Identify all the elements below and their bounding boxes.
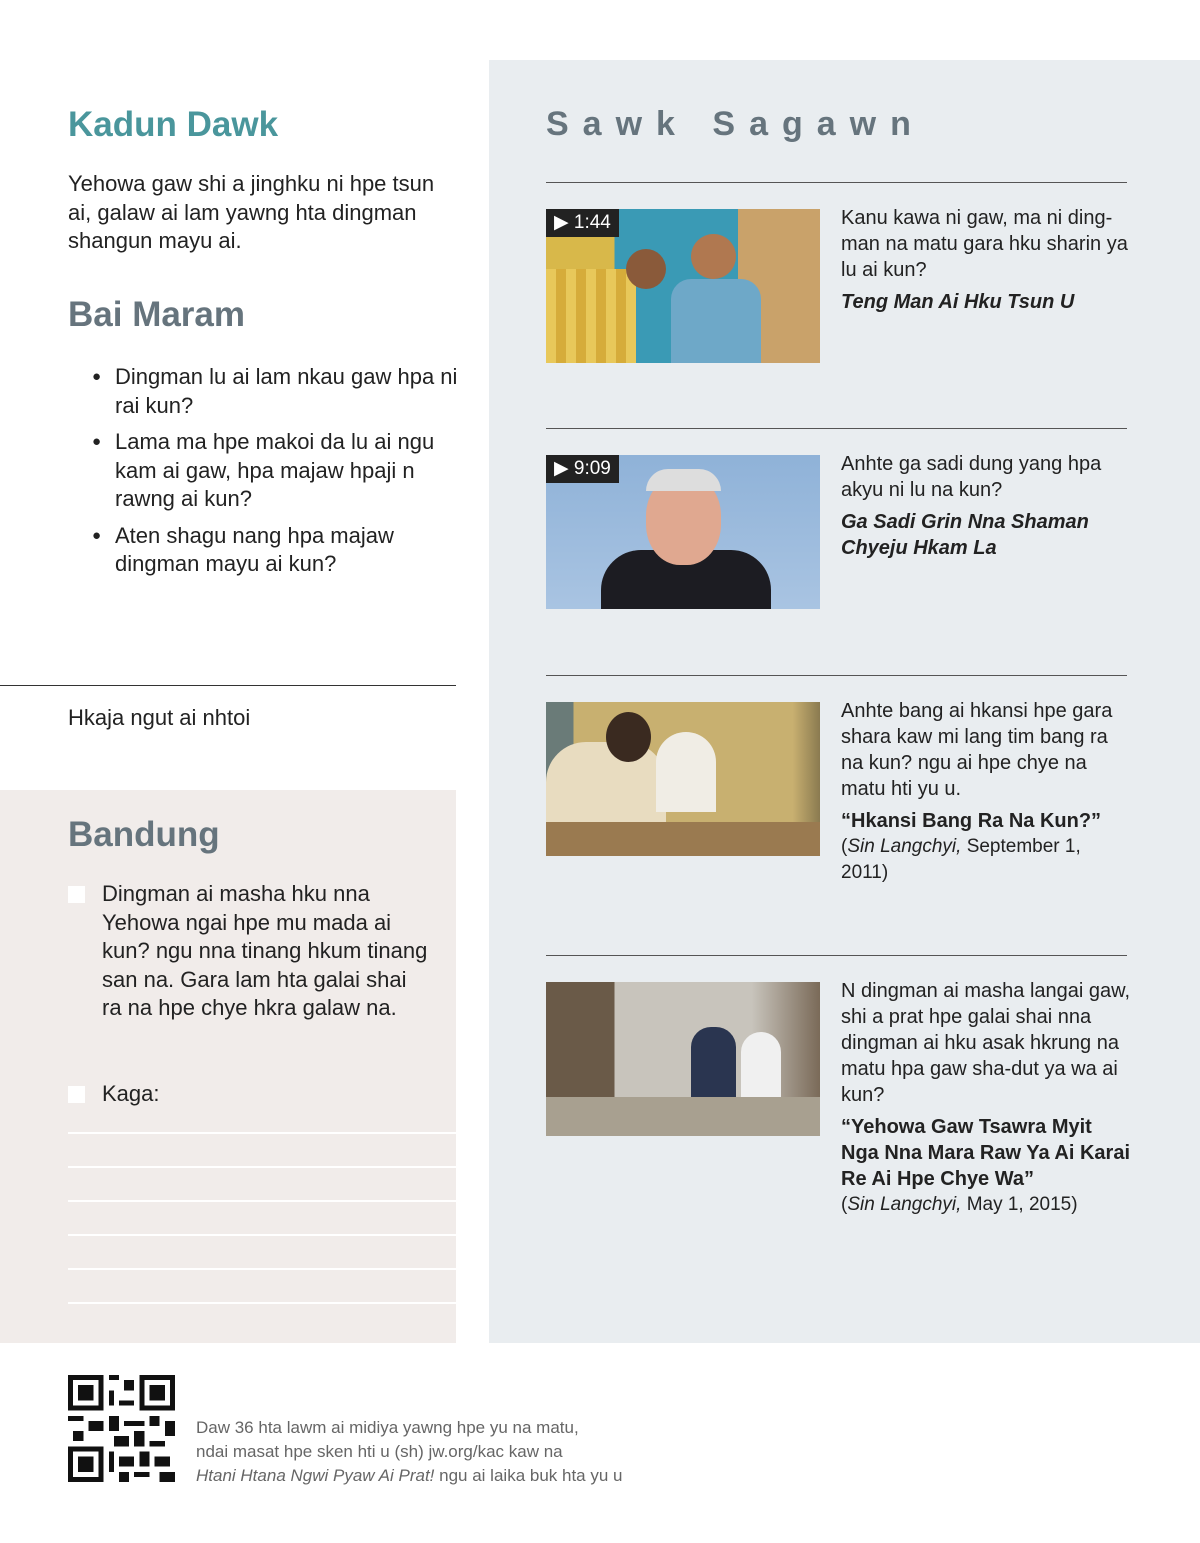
heading-research: Sawk Sagawn [546,105,925,143]
video-duration-badge: ▶ 9:09 [546,455,619,483]
footer-line [196,1464,623,1488]
divider [546,675,1127,676]
review-item: ● Dingman lu ai lam nkau gaw hpa ni rai kun? [92,363,462,420]
divider [546,182,1127,183]
date-completed-label: Hkaja ngut ai nhtoi [68,705,251,730]
footer-note [196,1416,623,1488]
review-list [92,363,462,587]
footer-line: ndai masat hpe sken hti u (sh) jw.org/kac kaw na [196,1442,563,1461]
heading-review: Bai Maram [68,295,246,334]
article-image[interactable] [546,702,820,856]
entry-title-link[interactable]: “Hkansi Bang Ra Na Kun?” [841,810,1102,832]
article-image[interactable] [546,982,820,1136]
entry-text: N dingman ai masha langai gaw, shi a prat hpe galai shai nna dingman ai hku asak hkrung na matu hpa gaw sha-dut ya wa ai kun? [841,980,1131,1106]
summary-text: Yehowa gaw shi a jinghku ni hpe tsun ai, galaw ai lam yawng hta dingman shangun mayu ai. [68,171,435,253]
video-thumbnail[interactable] [546,209,820,363]
writing-line[interactable] [68,1234,456,1236]
duration: 9:09 [573,458,611,479]
goal-other-label: Kaga: [102,1081,160,1106]
publication-date: September 1, 2011) [841,836,1081,883]
entry-text: Anhte ga sadi dung yang hpa akyu ni lu na kun? [841,453,1102,501]
heading-goal: Bandung [68,815,220,854]
divider [0,685,456,686]
goal-text: Dingman ai masha hku nna Yehowa ngai hpe mu mada ai kun? ngu nna tinang hkum tinang san na. Gara lam hta galai shai ra na hpe chye hkra galaw na. [102,881,428,1020]
entry-source: (Sin Langchyi, September 1, 2011) [841,836,1081,883]
publication: Sin Langchyi, [847,836,962,857]
book-title: Htani Htana Ngwi Pyaw Ai Prat! [196,1466,435,1485]
publication-date: May 1, 2015) [966,1194,1078,1215]
entry-title-link[interactable]: Ga Sadi Grin Nna Shaman Chyeju Hkam La [841,511,1089,559]
qr-code[interactable] [67,1375,176,1482]
review-item: ● Aten shagu nang hpa majaw dingman mayu ai kun? [92,522,462,579]
entry-source: (Sin Langchyi, May 1, 2015) [841,1194,1078,1215]
checkbox[interactable] [68,886,85,903]
footer-line: Daw 36 hta lawm ai midiya yawng hpe yu na matu, [196,1418,579,1437]
entry-title-link[interactable]: Teng Man Ai Hku Tsun U [841,291,1075,313]
entry-text: Anhte bang ai hkansi hpe gara shara kaw mi lang tim bang ra na kun? ngu ai hpe chye na matu hti yu u. [841,700,1113,800]
writing-line[interactable] [68,1200,456,1202]
research-entry [841,698,1131,886]
review-item: ● Lama ma hpe makoi da lu ai ngu kam ai gaw, hpa majaw hpaji n rawng ai kun? [92,428,462,514]
writing-line[interactable] [68,1268,456,1270]
video-thumbnail[interactable] [546,455,820,609]
heading-kadun-dawk: Kadun Dawk [68,105,279,144]
entry-text: Kanu kawa ni gaw, ma ni ding-man na matu gara hku sharin ya lu ai kun? [841,207,1128,281]
research-entry [841,205,1131,315]
entry-title-link[interactable]: “Yehowa Gaw Tsawra Myit Nga Nna Mara Raw Ya Ai Karai Re Ai Hpe Chye Wa” [841,1116,1131,1190]
video-duration-badge: ▶ 1:44 [546,209,619,237]
publication: Sin Langchyi, [847,1194,962,1215]
writing-line[interactable] [68,1302,456,1304]
divider [546,428,1127,429]
checkbox[interactable] [68,1086,85,1103]
divider [546,955,1127,956]
goal-box [0,790,456,1343]
duration: 1:44 [573,212,611,233]
research-entry [841,978,1131,1218]
writing-line[interactable] [68,1132,456,1134]
footer-text: ngu ai laika buk hta yu u [434,1466,623,1485]
research-entry [841,451,1131,561]
writing-line[interactable] [68,1166,456,1168]
